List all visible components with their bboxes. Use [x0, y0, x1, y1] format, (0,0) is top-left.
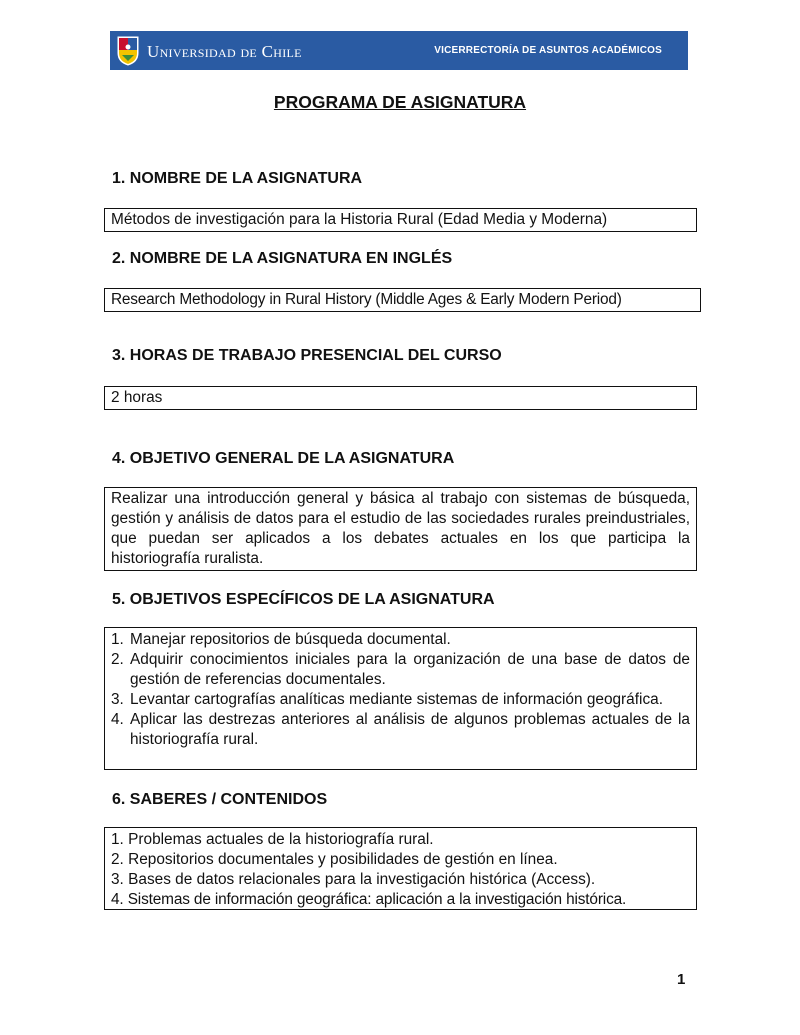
- document-title: PROGRAMA DE ASIGNATURA: [273, 92, 527, 112]
- header-banner: [110, 31, 688, 70]
- section-6-box: [104, 827, 697, 910]
- section-3-content: 2 horas: [111, 389, 163, 406]
- list-item: 1. Problemas actuales de la historiografía rural.: [111, 831, 434, 848]
- section-4-box: [104, 487, 697, 571]
- list-item: 3. Levantar cartografías analíticas mediante sistemas de información geográfica.: [111, 691, 663, 708]
- section-5-box: [104, 627, 697, 770]
- list-item: 4. Aplicar las destrezas anteriores al análisis de algunos problemas actuales de la historiografía rural.: [111, 711, 690, 748]
- university-crest-icon: [116, 35, 140, 66]
- specific-objectives-list: [111, 630, 690, 750]
- list-item: 4. Sistemas de información geográfica: aplicación a la investigación histórica.: [111, 891, 627, 908]
- section-2-heading: 2. NOMBRE DE LA ASIGNATURA EN INGLÉS: [112, 250, 453, 267]
- section-4-heading: 4. OBJETIVO GENERAL DE LA ASIGNATURA: [112, 450, 455, 467]
- section-6-heading: 6. SABERES / CONTENIDOS: [112, 791, 328, 808]
- section-5-heading: 5. OBJETIVOS ESPECÍFICOS DE LA ASIGNATURA: [112, 591, 495, 608]
- section-1-box: [104, 208, 697, 232]
- section-3-heading: 3. HORAS DE TRABAJO PRESENCIAL DEL CURSO: [112, 347, 502, 364]
- section-4-content: Realizar una introducción general y básica al trabajo con sistemas de búsqueda, gestión y análisis de datos para el estudio de las sociedades rurales preindustriales, que puedan ser aplicados a los debates actuales en los que participa la historiografía ruralista.: [111, 490, 690, 567]
- university-name: Universidad de Chile: [147, 42, 302, 61]
- section-1-heading: 1. NOMBRE DE LA ASIGNATURA: [112, 170, 363, 187]
- list-item: 2. Adquirir conocimientos iniciales para la organización de una base de datos de gestión de referencias documentales.: [111, 651, 690, 688]
- section-1-content: Métodos de investigación para la Historia Rural (Edad Media y Moderna): [111, 211, 608, 228]
- section-3-box: [104, 386, 697, 410]
- list-item: 1. Manejar repositorios de búsqueda documental.: [111, 631, 451, 648]
- section-2-content: Research Methodology in Rural History (Middle Ages & Early Modern Period): [111, 291, 622, 308]
- list-item: 3. Bases de datos relacionales para la investigación histórica (Access).: [111, 871, 596, 888]
- page-number: 1: [677, 971, 686, 988]
- section-2-box: [104, 288, 701, 312]
- list-item: 2. Repositorios documentales y posibilidades de gestión en línea.: [111, 851, 558, 868]
- vicerrectoria-label: VICERRECTORÍA DE ASUNTOS ACADÉMICOS: [434, 45, 662, 56]
- contents-list: [111, 830, 690, 910]
